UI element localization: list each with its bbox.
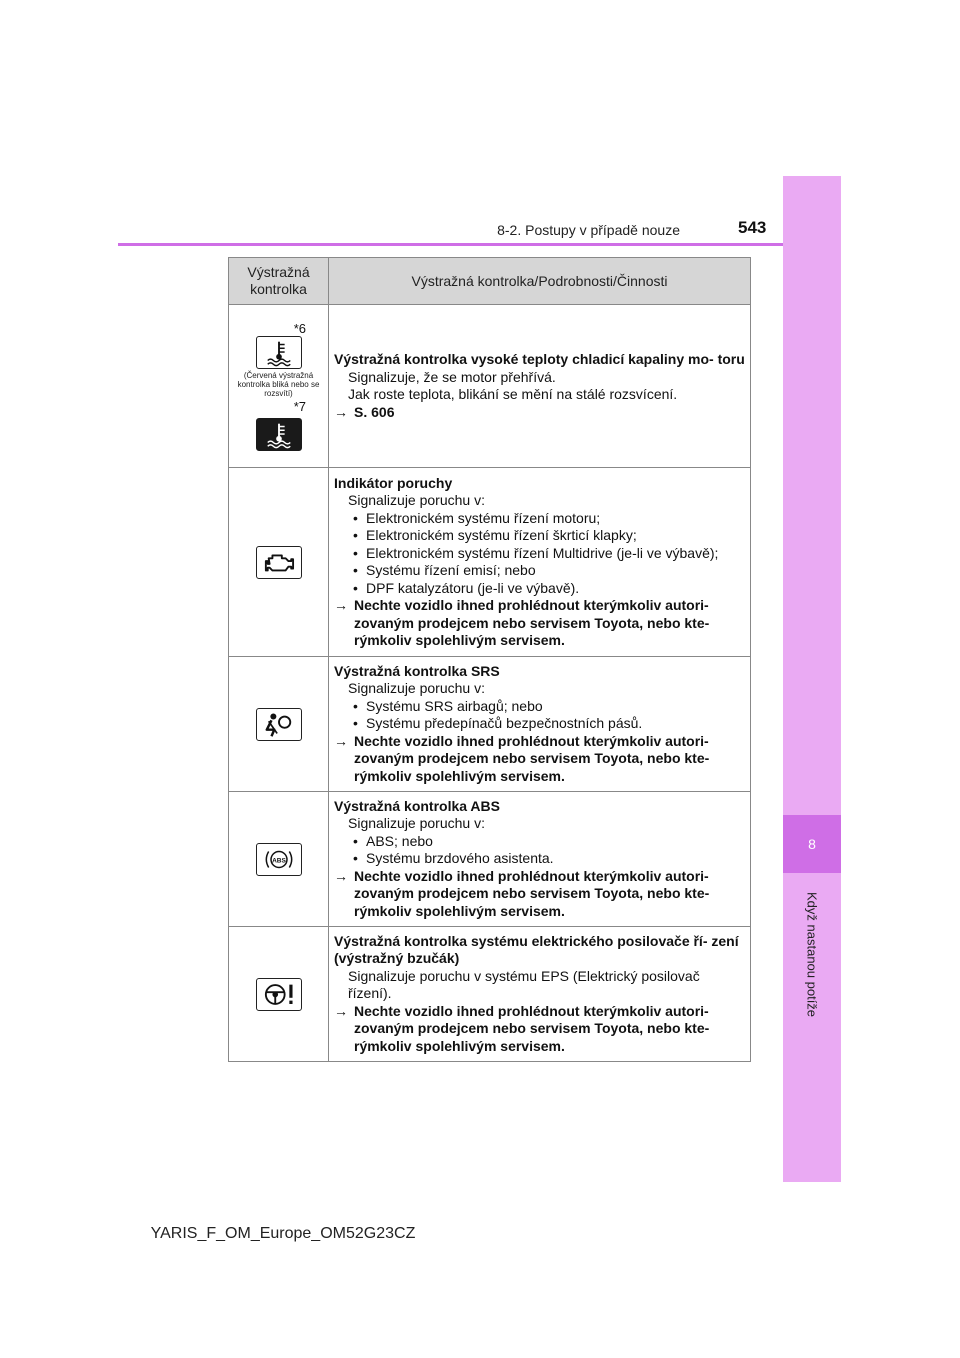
light-description: Signalizuje poruchu v: [348,680,485,697]
light-description: Signalizuje poruchu v systému EPS (Elektrický posilovač řízení). [348,967,700,1002]
light-title: Výstražná kontrolka vysoké teploty chladicí kapaliny mo- toru [334,351,745,367]
footnote-marker: *7 [293,398,306,414]
srs-airbag-icon [256,708,302,741]
abs-icon [256,843,302,876]
list-item: • Elektronickém systému řízení motoru; [352,510,745,528]
check-engine-icon [256,546,302,579]
page-number: 543 [738,218,767,237]
fault-list [334,510,745,598]
arrow-right-icon: → [334,732,348,749]
table-row [229,657,751,792]
arrow-right-icon: → [334,867,348,884]
arrow-right-icon: → [334,403,348,420]
chapter-side-strip [783,176,841,1182]
table-row [229,927,751,1062]
fault-list [334,833,745,868]
icon-cell [229,657,329,792]
table-row [229,468,751,657]
warning-lights-table [228,257,751,1062]
action-text: Nechte vozidlo ihned prohlédnout kterýmkoliv autori- zovaným prodejcem nebo servisem Toyota, nebo kte- rýmkoliv spolehlivým servisem. [354,732,710,784]
list-item: • Systému SRS airbagů; nebo [352,698,745,716]
fault-list [334,698,745,733]
coolant-temperature-icon [256,336,302,369]
light-description: Signalizuje poruchu v: [348,815,485,832]
list-item: • DPF katalyzátoru (je-li ve výbavě). [352,580,745,598]
details-cell [329,792,751,927]
table-row [229,305,751,468]
action-instruction [334,597,745,650]
action-instruction [334,868,745,921]
action-instruction [334,733,745,786]
action-text: Nechte vozidlo ihned prohlédnout kterýmkoliv autori- zovaným prodejcem nebo servisem Toyota, nebo kte- rýmkoliv spolehlivým servisem. [354,597,710,648]
chapter-title-vertical [785,880,839,1030]
arrow-right-icon: → [334,597,348,613]
table-header-row [229,258,751,305]
light-title: Indikátor poruchy [334,474,453,491]
light-title: Výstražná kontrolka systému elektrického posilovače ří- zení (výstražný bzučák) [334,932,739,967]
list-item: • Systému předepínačů bezpečnostních pásů. [352,715,745,733]
details-cell [329,927,751,1062]
icon-cell [229,927,329,1062]
section-title: 8-2. Postupy v případě nouze [497,222,680,238]
icon-cell [229,792,329,927]
icon-note: (Červená výstražná kontrolka bliká nebo se rozsvítí) [237,370,320,398]
list-item: • Elektronickém systému řízení Multidrive (je-li ve výbavě); [352,545,745,563]
col-header-details: Výstražná kontrolka/Podrobnosti/Činnosti [329,258,751,305]
details-cell [329,657,751,792]
list-item: • Elektronickém systému řízení škrticí klapky; [352,527,745,545]
table-row [229,792,751,927]
action-instruction[interactable] [334,404,745,422]
list-item: • Systému řízení emisí; nebo [352,562,745,580]
list-item: • ABS; nebo [352,833,745,851]
chapter-title: Když nastanou potíže [804,892,820,1018]
icon-cell [229,305,329,468]
light-description: Signalizuje, že se motor přehřívá. [348,368,556,385]
abs-icon-label: ABS [271,856,286,864]
action-text: Nechte vozidlo ihned prohlédnout kterýmkoliv autori- zovaným prodejcem nebo servisem Toyota, nebo kte- rýmkoliv spolehlivým servisem. [354,1002,710,1054]
arrow-right-icon: → [334,1002,348,1019]
light-title: Výstražná kontrolka SRS [334,662,500,679]
icon-cell [229,468,329,657]
light-description: Jak roste teplota, blikání se mění na stálé rozsvícení. [348,386,678,402]
page-reference-link[interactable]: S. 606 [354,403,395,420]
header-divider [118,243,783,246]
action-instruction [334,1003,745,1056]
details-cell [329,305,751,468]
footnote-marker: *6 [293,320,306,336]
details-cell [329,468,751,657]
coolant-temperature-icon [256,418,302,451]
action-text: Nechte vozidlo ihned prohlédnout kterýmkoliv autori- zovaným prodejcem nebo servisem Toyota, nebo kte- rýmkoliv spolehlivým servisem. [354,867,710,919]
document-code: YARIS_F_OM_Europe_OM52G23CZ [150,1225,416,1242]
light-title: Výstražná kontrolka ABS [334,797,500,814]
list-item: • Systému brzdového asistenta. [352,850,745,868]
col-header-light: Výstražná kontrolka [229,258,329,305]
power-steering-icon [256,978,302,1011]
chapter-number-tab[interactable]: 8 [783,815,841,873]
light-description: Signalizuje poruchu v: [348,492,485,508]
